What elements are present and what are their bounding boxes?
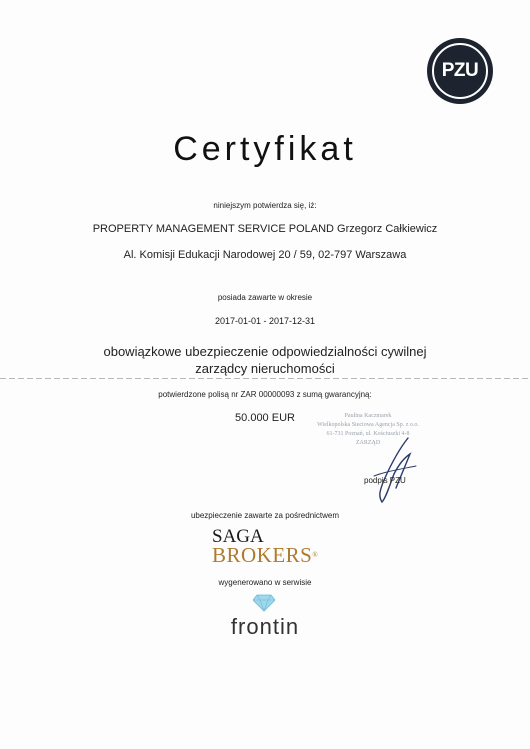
broker-label: ubezpieczenie zawarte za pośrednictwem	[190, 511, 340, 520]
scan-artifact-line	[0, 378, 530, 379]
saga-logo-brokers-text: BROKERS	[212, 543, 313, 567]
pzu-logo-text: PZU	[441, 60, 479, 81]
insurance-description	[0, 343, 530, 377]
insurance-line-2: zarządcy nieruchomości	[195, 361, 335, 376]
certificate-title: Certyfikat	[173, 130, 357, 168]
company-name: PROPERTY MANAGEMENT SERVICE POLAND Grzegorz Całkiewicz	[92, 223, 438, 235]
saga-brokers-logo	[212, 528, 322, 565]
stamp-line-1: Paulina Kaczmarek	[344, 413, 392, 419]
stamp-line-3: 61-731 Poznań, ul. Kościuszki 4-8	[326, 431, 410, 437]
policy-line: potwierdzone polisą nr ZAR 00000093 z sumą gwarancyjną:	[158, 390, 372, 399]
pzu-logo	[427, 38, 493, 104]
stamp-line-4: ZARZĄD	[355, 440, 381, 446]
period-label: posiada zawarte w okresie	[217, 293, 313, 302]
saga-logo-bottom	[212, 545, 322, 565]
generated-label: wygenerowano w serwisie	[218, 578, 312, 587]
stamp-line-2: Wielkopolska Sieciowa Agencja Sp. z o.o.	[317, 422, 419, 428]
handwritten-signature	[370, 436, 420, 506]
saga-registered-mark: ®	[312, 551, 319, 559]
diamond-icon	[253, 594, 275, 612]
insurance-line-1: obowiązkowe ubezpieczenie odpowiedzialności cywilnej	[103, 344, 427, 359]
signature-label: podpis PZU	[364, 476, 406, 485]
confirm-intro: niniejszym potwierdza się, iż:	[213, 201, 317, 210]
saga-logo-top: SAGA	[212, 526, 264, 547]
insurance-period: 2017-01-01 - 2017-12-31	[214, 316, 316, 326]
company-address: Al. Komisji Edukacji Narodowej 20 / 59, 02-797 Warszawa	[123, 249, 407, 261]
frontin-logo-text: frontin	[230, 614, 300, 639]
sum-insured: 50.000 EUR	[235, 412, 295, 424]
